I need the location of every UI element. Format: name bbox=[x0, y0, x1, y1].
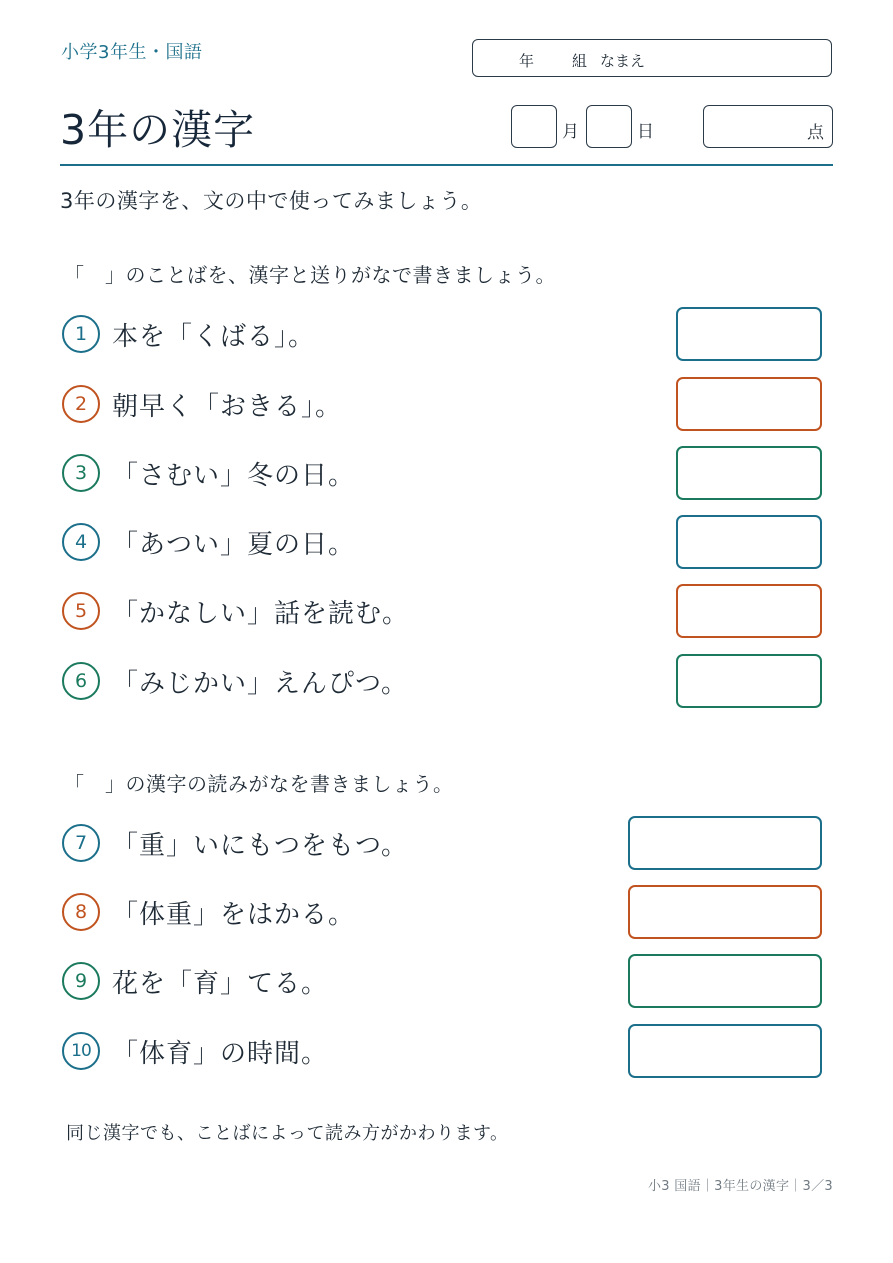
name-box-class-label: 組 bbox=[572, 52, 588, 70]
answer-box-3[interactable] bbox=[676, 446, 822, 500]
grade-label: 小学3年生・国語 bbox=[61, 42, 203, 63]
question-number-3: 3 bbox=[62, 454, 100, 492]
question-text-4: 「あつい」夏の日。 bbox=[112, 530, 356, 560]
question-number-6: 6 bbox=[62, 662, 100, 700]
answer-box-1[interactable] bbox=[676, 307, 822, 361]
score-box[interactable] bbox=[703, 105, 833, 148]
section2-instruction: 「 」の漢字の読みがなを書きましょう。 bbox=[64, 772, 454, 796]
question-text-6: 「みじかい」えんぴつ。 bbox=[112, 669, 408, 699]
answer-box-6[interactable] bbox=[676, 654, 822, 708]
question-text-5: 「かなしい」話を読む。 bbox=[112, 599, 410, 629]
answer-box-5[interactable] bbox=[676, 584, 822, 638]
question-text-2: 朝早く「おきる」。 bbox=[112, 392, 343, 422]
question-text-9: 花を「育」てる。 bbox=[112, 969, 329, 999]
header-divider bbox=[60, 164, 833, 166]
question-number-5: 5 bbox=[62, 592, 100, 630]
day-unit-label: 日 bbox=[637, 122, 654, 142]
question-text-3: 「さむい」冬の日。 bbox=[112, 461, 356, 491]
question-text-1: 本を「くばる」。 bbox=[112, 322, 316, 352]
score-unit-label: 点 bbox=[807, 123, 824, 143]
note-text: 同じ漢字でも、ことばによって読み方がかわります。 bbox=[66, 1123, 509, 1144]
month-unit-label: 月 bbox=[562, 122, 579, 142]
question-text-10: 「体育」の時間。 bbox=[112, 1039, 329, 1069]
question-number-7: 7 bbox=[62, 824, 100, 862]
section1-instruction: 「 」のことばを、漢字と送りがなで書きましょう。 bbox=[64, 263, 556, 287]
name-box-year-label: 年 bbox=[519, 52, 535, 70]
question-text-8: 「体重」をはかる。 bbox=[112, 900, 356, 930]
answer-box-9[interactable] bbox=[628, 954, 822, 1008]
answer-box-10[interactable] bbox=[628, 1024, 822, 1078]
question-number-4: 4 bbox=[62, 523, 100, 561]
question-number-8: 8 bbox=[62, 893, 100, 931]
question-number-10: 10 bbox=[62, 1032, 100, 1070]
intro-text: 3年の漢字を、文の中で使ってみましょう。 bbox=[60, 189, 483, 213]
question-number-2: 2 bbox=[62, 385, 100, 423]
month-input-box[interactable] bbox=[511, 105, 557, 148]
question-number-1: 1 bbox=[62, 315, 100, 353]
answer-box-8[interactable] bbox=[628, 885, 822, 939]
answer-box-2[interactable] bbox=[676, 377, 822, 431]
name-box-name-label: なまえ bbox=[600, 52, 646, 70]
day-input-box[interactable] bbox=[586, 105, 632, 148]
answer-box-7[interactable] bbox=[628, 816, 822, 870]
question-number-9: 9 bbox=[62, 962, 100, 1000]
question-text-7: 「重」いにもつをもつ。 bbox=[112, 831, 408, 861]
name-box[interactable] bbox=[472, 39, 832, 77]
page-footer: 小3 国語｜3年生の漢字｜3／3 bbox=[647, 1179, 833, 1194]
answer-box-4[interactable] bbox=[676, 515, 822, 569]
page-title: 3年の漢字 bbox=[60, 106, 256, 154]
